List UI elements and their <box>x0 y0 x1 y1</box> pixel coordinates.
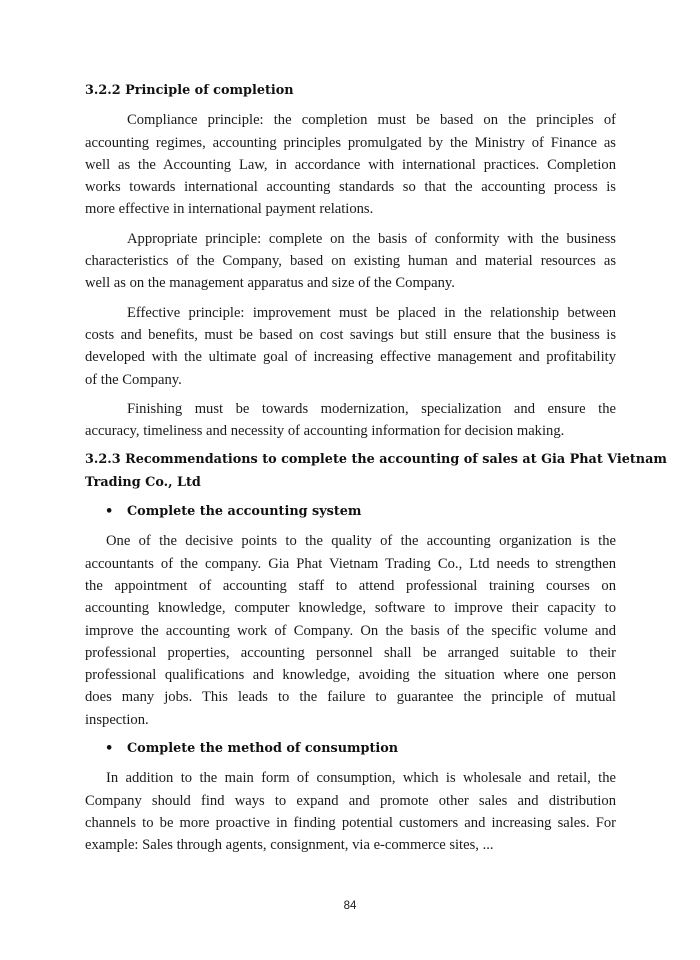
paragraph <box>85 109 616 220</box>
bullet-item <box>85 738 616 760</box>
paragraph-line: example: Sales through agents, consignment, via e-commerce sites, ... <box>85 837 494 854</box>
heading-line: 3.2.2 Principle of completion <box>85 83 294 98</box>
bullet-item <box>85 501 616 523</box>
bullet-icon: • <box>105 741 114 757</box>
paragraph-line: costs and benefits, must be based on cost savings but still ensure that the business is <box>85 326 616 343</box>
paragraph-line: the appointment of accounting staff to attend professional training courses on <box>85 577 616 594</box>
paragraph-line: Effective principle: improvement must be placed in the relationship between <box>127 304 616 321</box>
paragraph-line: Finishing must be towards modernization, specialization and ensure the <box>127 400 616 417</box>
section-heading <box>85 80 616 102</box>
paragraph-line: well as on the management apparatus and size of the Company. <box>85 275 455 292</box>
paragraph-line: accounting regimes, accounting principles promulgated by the Ministry of Finance as <box>85 134 616 151</box>
heading-line: 3.2.3 Recommendations to complete the accounting of sales at Gia Phat Vietnam <box>85 452 667 468</box>
paragraph-line: Compliance principle: the completion must be based on the principles of <box>127 112 616 129</box>
paragraph-line: accountants of the company. Gia Phat Vietnam Trading Co., Ltd needs to strengthen <box>85 555 616 572</box>
paragraph-line: accuracy, timeliness and necessity of accounting information for decision making. <box>85 423 565 440</box>
paragraph-line: improve the accounting work of Company. On the basis of the specific volume and <box>85 622 616 639</box>
paragraph-line: In addition to the main form of consumption, which is wholesale and retail, the <box>106 770 616 787</box>
paragraph-line: more effective in international payment relations. <box>85 201 374 218</box>
bullet-text: Complete the accounting system <box>127 504 362 520</box>
paragraph-line: accounting knowledge, computer knowledge, software to improve their capacity to <box>85 600 616 617</box>
paragraph-line: Appropriate principle: complete on the basis of conformity with the business <box>127 230 616 247</box>
paragraph <box>85 530 616 731</box>
paragraph-line: characteristics of the Company, based on existing human and material resources as <box>85 253 616 270</box>
paragraph-line: channels to be more proactive in finding potential customers and increasing sales. For <box>85 814 616 831</box>
paragraph-line: does many jobs. This leads to the failure to guarantee the principle of mutual <box>85 689 616 706</box>
paragraph-line: inspection. <box>85 711 149 728</box>
paragraph-line: works towards international accounting standards so that the accounting process is <box>85 179 616 196</box>
paragraph-line: of the Company. <box>85 371 182 388</box>
document-page <box>85 80 667 857</box>
page-number: 84 <box>343 900 357 912</box>
paragraph <box>85 398 616 443</box>
section-heading <box>85 449 667 494</box>
paragraph-line: professional properties, accounting personnel shall be arranged suitable to their <box>85 644 616 661</box>
bullet-text: Complete the method of consumption <box>127 741 399 757</box>
paragraph-line: well as the Accounting Law, in accordance with international practices. Completion <box>85 156 616 173</box>
paragraph <box>85 767 616 856</box>
paragraph-line: One of the decisive points to the quality of the accounting organization is the <box>106 533 616 550</box>
bullet-icon: • <box>105 504 114 520</box>
paragraph-line: developed with the ultimate goal of increasing effective management and profitability <box>85 349 616 366</box>
heading-line: Trading Co., Ltd <box>85 474 201 490</box>
paragraph-line: professional qualifications and knowledge, avoiding the situation where one person <box>85 667 616 684</box>
paragraph <box>85 302 616 391</box>
paragraph <box>85 228 616 295</box>
paragraph-line: Company should find ways to expand and promote other sales and distribution <box>85 792 616 809</box>
